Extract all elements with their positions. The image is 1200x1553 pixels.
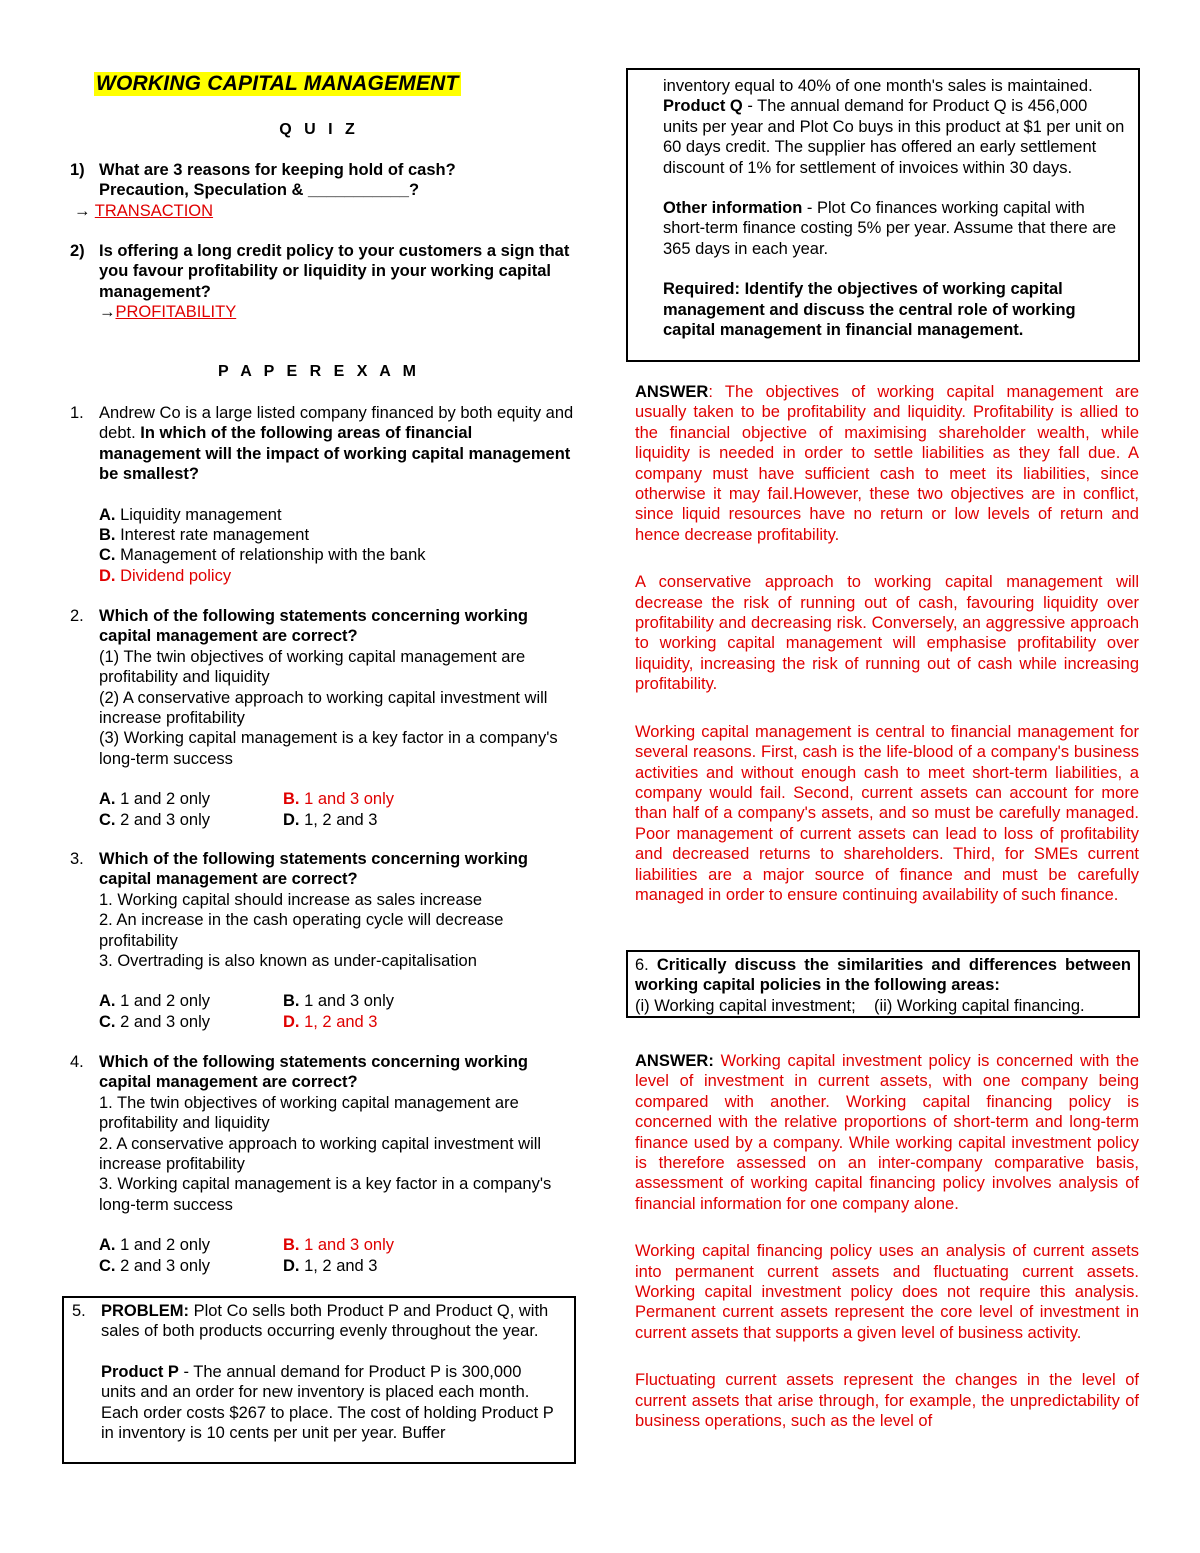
question-number: 2.: [70, 607, 84, 625]
statement: 1. The twin objectives of working capital management are profitability and liquidity: [99, 1093, 519, 1133]
problem-intro: PROBLEM: Plot Co sells both Product P and Product Q, with sales of both products occurring evenly throughout the year.: [101, 1302, 549, 1341]
option-b: B. Interest rate management: [99, 526, 310, 545]
exam-heading: P A P E R E X A M: [218, 363, 420, 380]
exam-question-4: [62, 1052, 576, 1276]
answer-5: [635, 382, 1139, 905]
quiz-answer: TRANSACTION: [94, 201, 214, 220]
option-c: C. 2 and 3 only: [99, 1012, 210, 1031]
arrow-right-icon: →: [99, 303, 116, 322]
question-line: What are 3 reasons for keeping hold of cash?: [99, 161, 456, 179]
option-b-correct: B. 1 and 3 only: [283, 1236, 394, 1255]
question-text: Which of the following statements concerning working capital management are correct?: [99, 850, 529, 889]
quiz-answer: PROFITABILITY: [115, 303, 237, 322]
option-d: D. 1, 2 and 3: [283, 1256, 378, 1275]
required-task: Required: Identify the objectives of working capital management and discuss the central role of working capital management in financial management.: [663, 280, 1076, 340]
question-number: 1): [70, 161, 85, 179]
option-b: B. 1 and 3 only: [283, 992, 394, 1011]
quiz-question-2: [62, 241, 576, 323]
question-items: (i) Working capital investment; (ii) Working capital financing.: [635, 996, 1085, 1015]
option-d-correct: D. Dividend policy: [99, 566, 232, 585]
question-text: Which of the following statements concerning working capital management are correct?: [99, 1053, 529, 1092]
option-c: C. Management of relationship with the bank: [99, 546, 426, 565]
option-d: D. 1, 2 and 3: [283, 810, 378, 829]
question-number: 1.: [70, 404, 84, 422]
answer-paragraph: ANSWER: Working capital investment policy is concerned with the level of investment in current assets, with one company being compared with another. Working capital financing policy is concerned with the relative proportions of short-term and long-term finance used by a company. While working capital investment policy is therefore assessed on an inter-company comparative basis, assessment of working capital financing policy involves analysis of financial information for one company alone.: [635, 1052, 1139, 1213]
arrow-right-icon: →: [74, 201, 91, 220]
question-line: Precaution, Speculation & ___________?: [99, 181, 420, 200]
option-c: C. 2 and 3 only: [99, 810, 210, 829]
answer-paragraph: A conservative approach to working capital management will decrease the risk of running out of cash, favouring liquidity over profitability and decreasing risk. Conversely, an aggressive approach to working capital management will emphasise profitability over liquidity, increasing the risk of running out of cash while increasing profitability.: [635, 573, 1139, 694]
statement: 2. An increase in the cash operating cycle will decrease profitability: [99, 911, 504, 950]
answer-6: [635, 1051, 1139, 1432]
option-a: A. 1 and 2 only: [99, 992, 210, 1011]
option-a: A. 1 and 2 only: [99, 1236, 210, 1255]
option-a: A. Liquidity management: [99, 505, 282, 524]
question-6-box: [626, 950, 1140, 1018]
problem-box-continued: [626, 68, 1140, 362]
question-text: Critically discuss the similarities and differences between working capital policies in the following areas:: [635, 956, 1131, 995]
statement: 3. Overtrading is also known as under-capitalisation: [99, 952, 477, 971]
option-a: A. 1 and 2 only: [99, 790, 210, 809]
question-number: 4.: [70, 1053, 84, 1071]
answer-paragraph: ANSWER: The objectives of working capital management are usually taken to be profitability and liquidity. Profitability is allied to the financial objective of maximising shareholder wealth, while liquidity is needed in order to settle liabilities as they fall due. A company must have sufficient cash to meet its liabilities, since otherwise it may fail.However, these two objectives are in conflict, since liquid resources have no return or low levels of return and hence decrease profitability.: [635, 383, 1139, 544]
answer-paragraph: Fluctuating current assets represent the changes in the level of current assets that arise through, for example, the unpredictability of business operations, such as the level of: [635, 1371, 1139, 1431]
answer-paragraph: Working capital management is central to financial management for several reasons. First, cash is the life-blood of a company's business activities and without enough cash to meet short-term liabilities, a company would fail. Second, current assets can account for more than half of a company's assets, and so must be carefully managed. Poor management of current assets can lead to loss of profitability and decreased returns to shareholders. Third, for SMEs current liabilities are a major source of finance and must be carefully managed in order to ensure continuing availability of such finance.: [635, 722, 1139, 904]
option-d-correct: D. 1, 2 and 3: [283, 1012, 378, 1031]
statement: 1. Working capital should increase as sales increase: [99, 890, 483, 909]
option-c: C. 2 and 3 only: [99, 1256, 210, 1275]
statement: (2) A conservative approach to working capital investment will increase profitability: [99, 688, 548, 728]
exam-question-1: [62, 403, 576, 586]
product-q: Product Q - The annual demand for Product Q is 456,000 units per year and Plot Co buys in this product at $1 per unit on 60 days credit. The supplier has offered an early settlement discount of 1% for settlement of invoices within 30 days.: [663, 97, 1125, 177]
problem-box: [62, 1296, 576, 1464]
question-number: 6.: [635, 956, 649, 974]
statement: 3. Working capital management is a key factor in a company's long-term success: [99, 1175, 552, 1214]
question-number: 3.: [70, 850, 84, 868]
question-intro: Andrew Co is a large listed company financed by both equity and debt.: [99, 404, 574, 443]
question-text: Is offering a long credit policy to your customers a sign that you favour profitability or liquidity in your working capital management?: [99, 242, 570, 301]
question-number: 2): [70, 242, 85, 260]
question-number: 5.: [72, 1302, 86, 1320]
other-information: Other information - Plot Co finances working capital with short-term finance costing 5% per year. Assume that there are 365 days in each year.: [663, 199, 1117, 258]
option-b-correct: B. 1 and 3 only: [283, 790, 394, 809]
product-p: Product P - The annual demand for Product P is 300,000 units and an order for new inventory is placed each month. Each order costs $267 to place. The cost of holding Product P in inventory is 10 cents per unit per year. Buffer: [101, 1362, 554, 1443]
page-title: WORKING CAPITAL MANAGEMENT: [96, 72, 459, 95]
quiz-heading: Q U I Z: [279, 121, 359, 138]
exam-question-3: [62, 849, 576, 1032]
statement: (1) The twin objectives of working capital management are profitability and liquidity: [99, 647, 526, 687]
quiz-question-1: [62, 160, 576, 221]
question-text: In which of the following areas of financial management will the impact of working capital management be smallest?: [99, 424, 571, 484]
statement: 2. A conservative approach to working capital investment will increase profitability: [99, 1134, 542, 1174]
exam-question-2: [62, 606, 576, 830]
answer-paragraph: Working capital financing policy uses an analysis of current assets into permanent current assets and fluctuating current assets. Working capital investment policy does not require this analysis. Permanent current assets represent the core level of investment in current assets that supports a given level of business activity.: [635, 1242, 1139, 1342]
statement: (3) Working capital management is a key factor in a company's long-term success: [99, 729, 558, 768]
product-p-continued: inventory equal to 40% of one month's sales is maintained.: [663, 77, 1093, 95]
question-text: Which of the following statements concerning working capital management are correct?: [99, 607, 529, 646]
